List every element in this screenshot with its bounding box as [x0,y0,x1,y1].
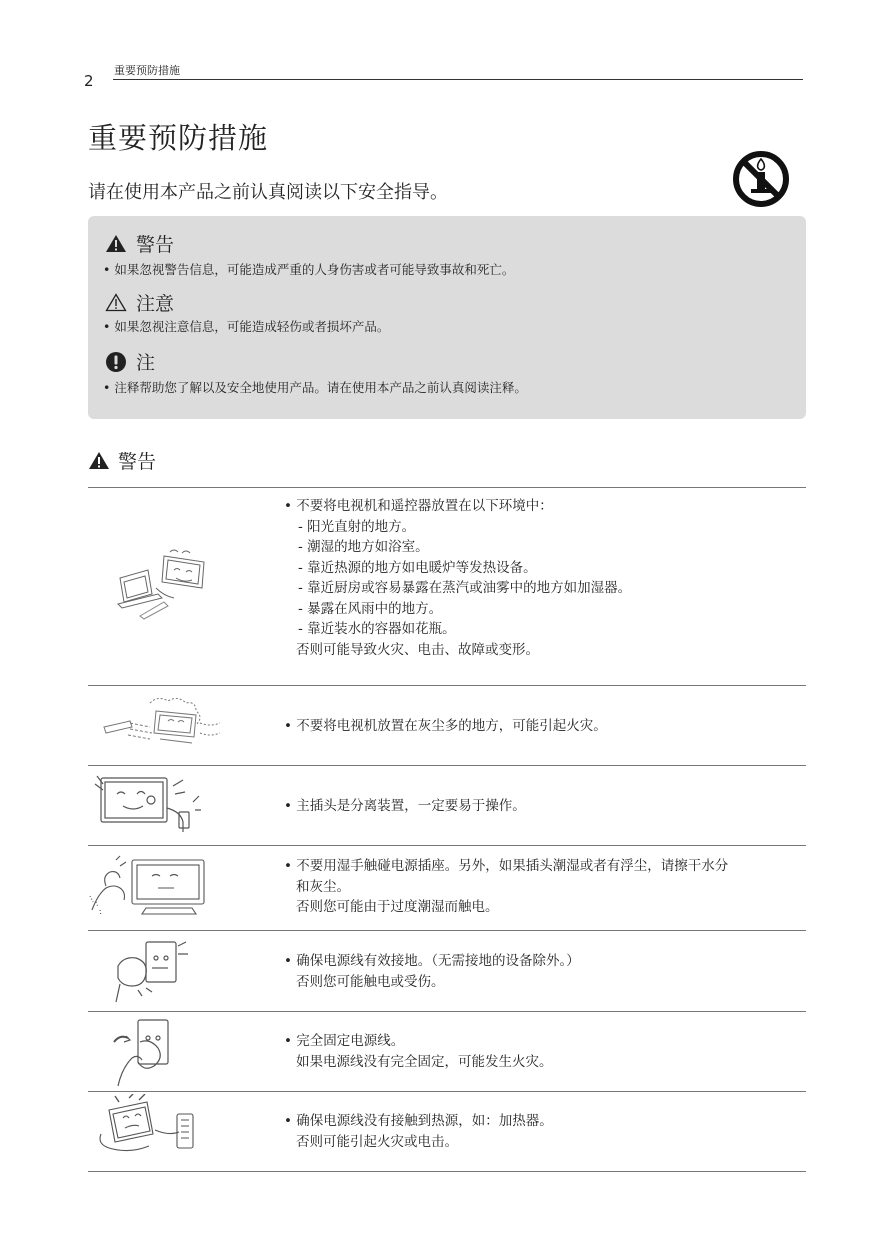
caution-triangle-icon [105,293,127,312]
row-line: 和灰尘。 [296,878,350,895]
row-line: - 潮湿的地方如浴室。 [298,539,429,555]
intro-text: 请在使用本产品之前认真阅读以下安全指导。 [88,182,448,203]
tv-remote-environment-illustration [112,548,212,620]
row-line: - 靠近厨房或容易暴露在蒸汽或油雾中的地方如加湿器。 [298,580,632,596]
table-rule [88,1171,806,1172]
warning-triangle-icon [88,451,110,470]
row-line: 否则可能引起火灾或电击。 [296,1133,458,1150]
warning-row-2-text [284,716,607,737]
header-divider [113,79,803,80]
row-line: 否则可能导致火灾、电击、故障或变形。 [296,641,539,658]
warning-row-4-text [284,856,728,918]
warning-legend-text: • 如果忽视警告信息，可能造成严重的人身伤害或者可能导致事故和死亡。 [103,262,515,277]
table-rule [88,845,806,846]
page-number: 2 [84,72,94,90]
warning-row-7-text [284,1111,553,1152]
row-line: • 确保电源线有效接地。（无需接地的设备除外。） [284,953,580,969]
warning-legend-heading [105,230,174,257]
note-legend-label: 注 [136,352,156,374]
tv-plug-illustration [93,772,213,836]
warning-row-6-text [284,1031,553,1072]
exclamation-circle-icon [105,351,127,373]
note-legend-text: • 注释帮助您了解以及安全地使用产品。请在使用本产品之前认真阅读注释。 [103,380,527,395]
note-legend-heading [105,348,155,375]
caution-legend-label: 注意 [136,293,175,315]
row-line: • 不要用湿手触碰电源插座。另外，如果插头潮湿或者有浮尘，请擦干水分 [284,858,729,874]
row-line: 如果电源线没有完全固定，可能发生火灾。 [296,1053,553,1070]
row-line: 否则您可能由于过度潮湿而触电。 [296,899,499,915]
page-title: 重要预防措施 [88,121,269,155]
row-line: 否则您可能触电或受伤。 [296,973,445,990]
no-open-flame-icon [731,150,791,208]
warning-row-3-text [284,796,526,817]
row-line: - 靠近热源的地方如电暖炉等发热设备。 [298,559,537,576]
warning-row-1-text [284,496,631,660]
table-rule [88,1011,806,1012]
warning-triangle-icon [105,234,127,253]
row-line: - 靠近装水的容器如花瓶。 [298,621,456,637]
warning-section-title [88,447,156,474]
row-line: • 不要将电视机和遥控器放置在以下环境中： [284,498,553,514]
row-line: • 完全固定电源线。 [284,1033,405,1049]
table-rule [88,930,806,931]
dusty-tv-illustration [100,693,225,755]
caution-legend-heading [105,289,174,316]
table-rule [88,487,806,488]
caution-legend-text: • 如果忽视注意信息，可能造成轻伤或者损坏产品。 [103,319,390,334]
table-rule [88,685,806,686]
running-header: 重要预防措施 [114,64,180,77]
table-rule [88,1091,806,1092]
warning-legend-label: 警告 [136,234,175,256]
secure-cord-illustration [110,1016,185,1088]
row-line: • 主插头是分离装置，一定要易于操作。 [284,798,526,814]
table-rule [88,765,806,766]
row-line: - 暴露在风雨中的地方。 [298,600,443,617]
row-line: - 阳光直射的地方。 [298,518,416,535]
grounded-plug-illustration [104,936,194,1004]
heater-cord-illustration [95,1094,205,1166]
row-line: • 确保电源线没有接触到热源，如：加热器。 [284,1113,553,1129]
notice-legend-panel [88,216,806,419]
warning-row-5-text [284,951,580,992]
wet-hands-outlet-illustration [86,852,216,922]
warning-section-label: 警告 [118,451,157,473]
row-line: • 不要将电视机放置在灰尘多的地方，可能引起火灾。 [284,718,607,734]
